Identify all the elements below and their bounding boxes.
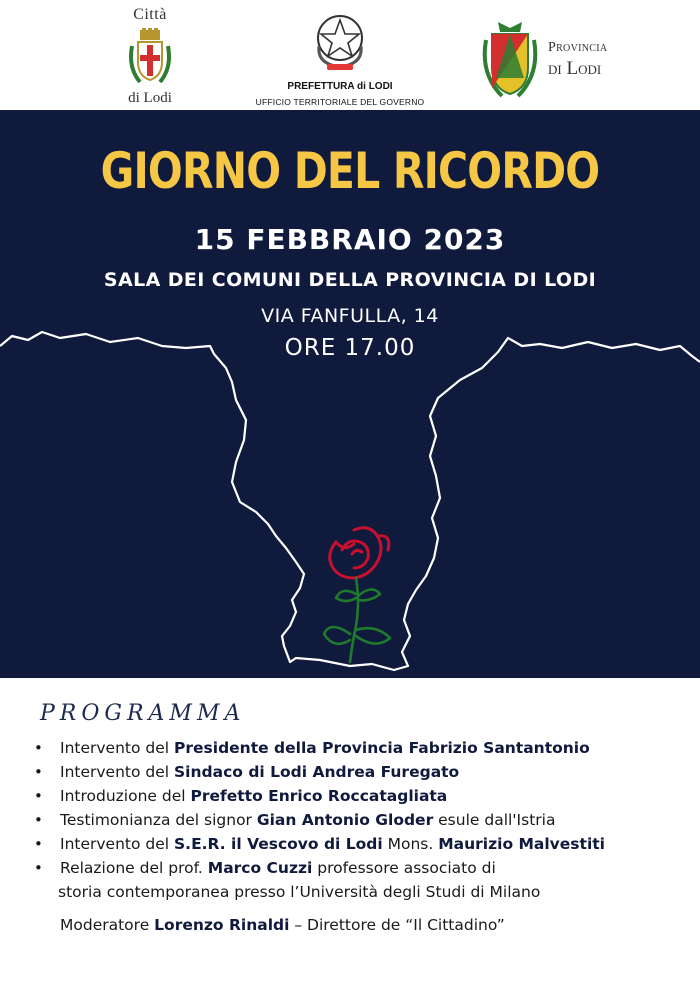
program-item: • Relazione del prof. Marco Cuzzi professore associato di storia contemporanea presso l’Università degli Studi di Milano	[0, 856, 700, 904]
program-item: • Intervento del Presidente della Provincia Fabrizio Santantonio	[0, 736, 700, 760]
moderator-line: Moderatore Lorenzo Rinaldi – Direttore de “Il Cittadino”	[60, 916, 505, 934]
provincia-di-lodi-word: di Lodi	[548, 58, 602, 79]
program-list	[0, 736, 700, 904]
event-venue: SALA DEI COMUNI DELLA PROVINCIA DI LODI	[103, 269, 597, 291]
program-heading: PROGRAMMA	[40, 701, 246, 726]
citta-word: Città	[133, 6, 167, 23]
provincia-crest-icon	[480, 18, 540, 106]
provincia-word: Provincia	[548, 40, 608, 55]
prefettura-logo	[230, 6, 450, 106]
program-item: • Testimonianza del signor Gian Antonio Gloder esule dall'Istria	[0, 808, 700, 832]
rose-icon	[316, 522, 398, 664]
repubblica-emblem-icon	[309, 6, 371, 76]
di-lodi-word: di Lodi	[128, 90, 172, 106]
provincia-di-lodi-logo	[480, 18, 640, 108]
event-date: 15 FEBBRAIO 2023	[194, 223, 506, 256]
prefettura-name: PREFETTURA di LODI	[287, 81, 393, 92]
program-item: • Intervento del Sindaco di Lodi Andrea Furegato	[0, 760, 700, 784]
event-time: ORE 17.00	[284, 335, 416, 361]
event-address: VIA FANFULLA, 14	[261, 305, 439, 327]
event-title: GIORNO DEL RICORDO	[100, 142, 600, 200]
program-item: • Intervento del S.E.R. il Vescovo di Lodi Mons. Maurizio Malvestiti	[0, 832, 700, 856]
header-logos	[0, 0, 700, 110]
prefettura-subtitle: UFFICIO TERRITORIALE DEL GOVERNO	[255, 97, 425, 107]
citta-di-lodi-logo	[110, 6, 190, 106]
citta-crest-icon	[126, 28, 174, 88]
program-item: • Introduzione del Prefetto Enrico Roccatagliata	[0, 784, 700, 808]
event-banner	[0, 110, 700, 678]
